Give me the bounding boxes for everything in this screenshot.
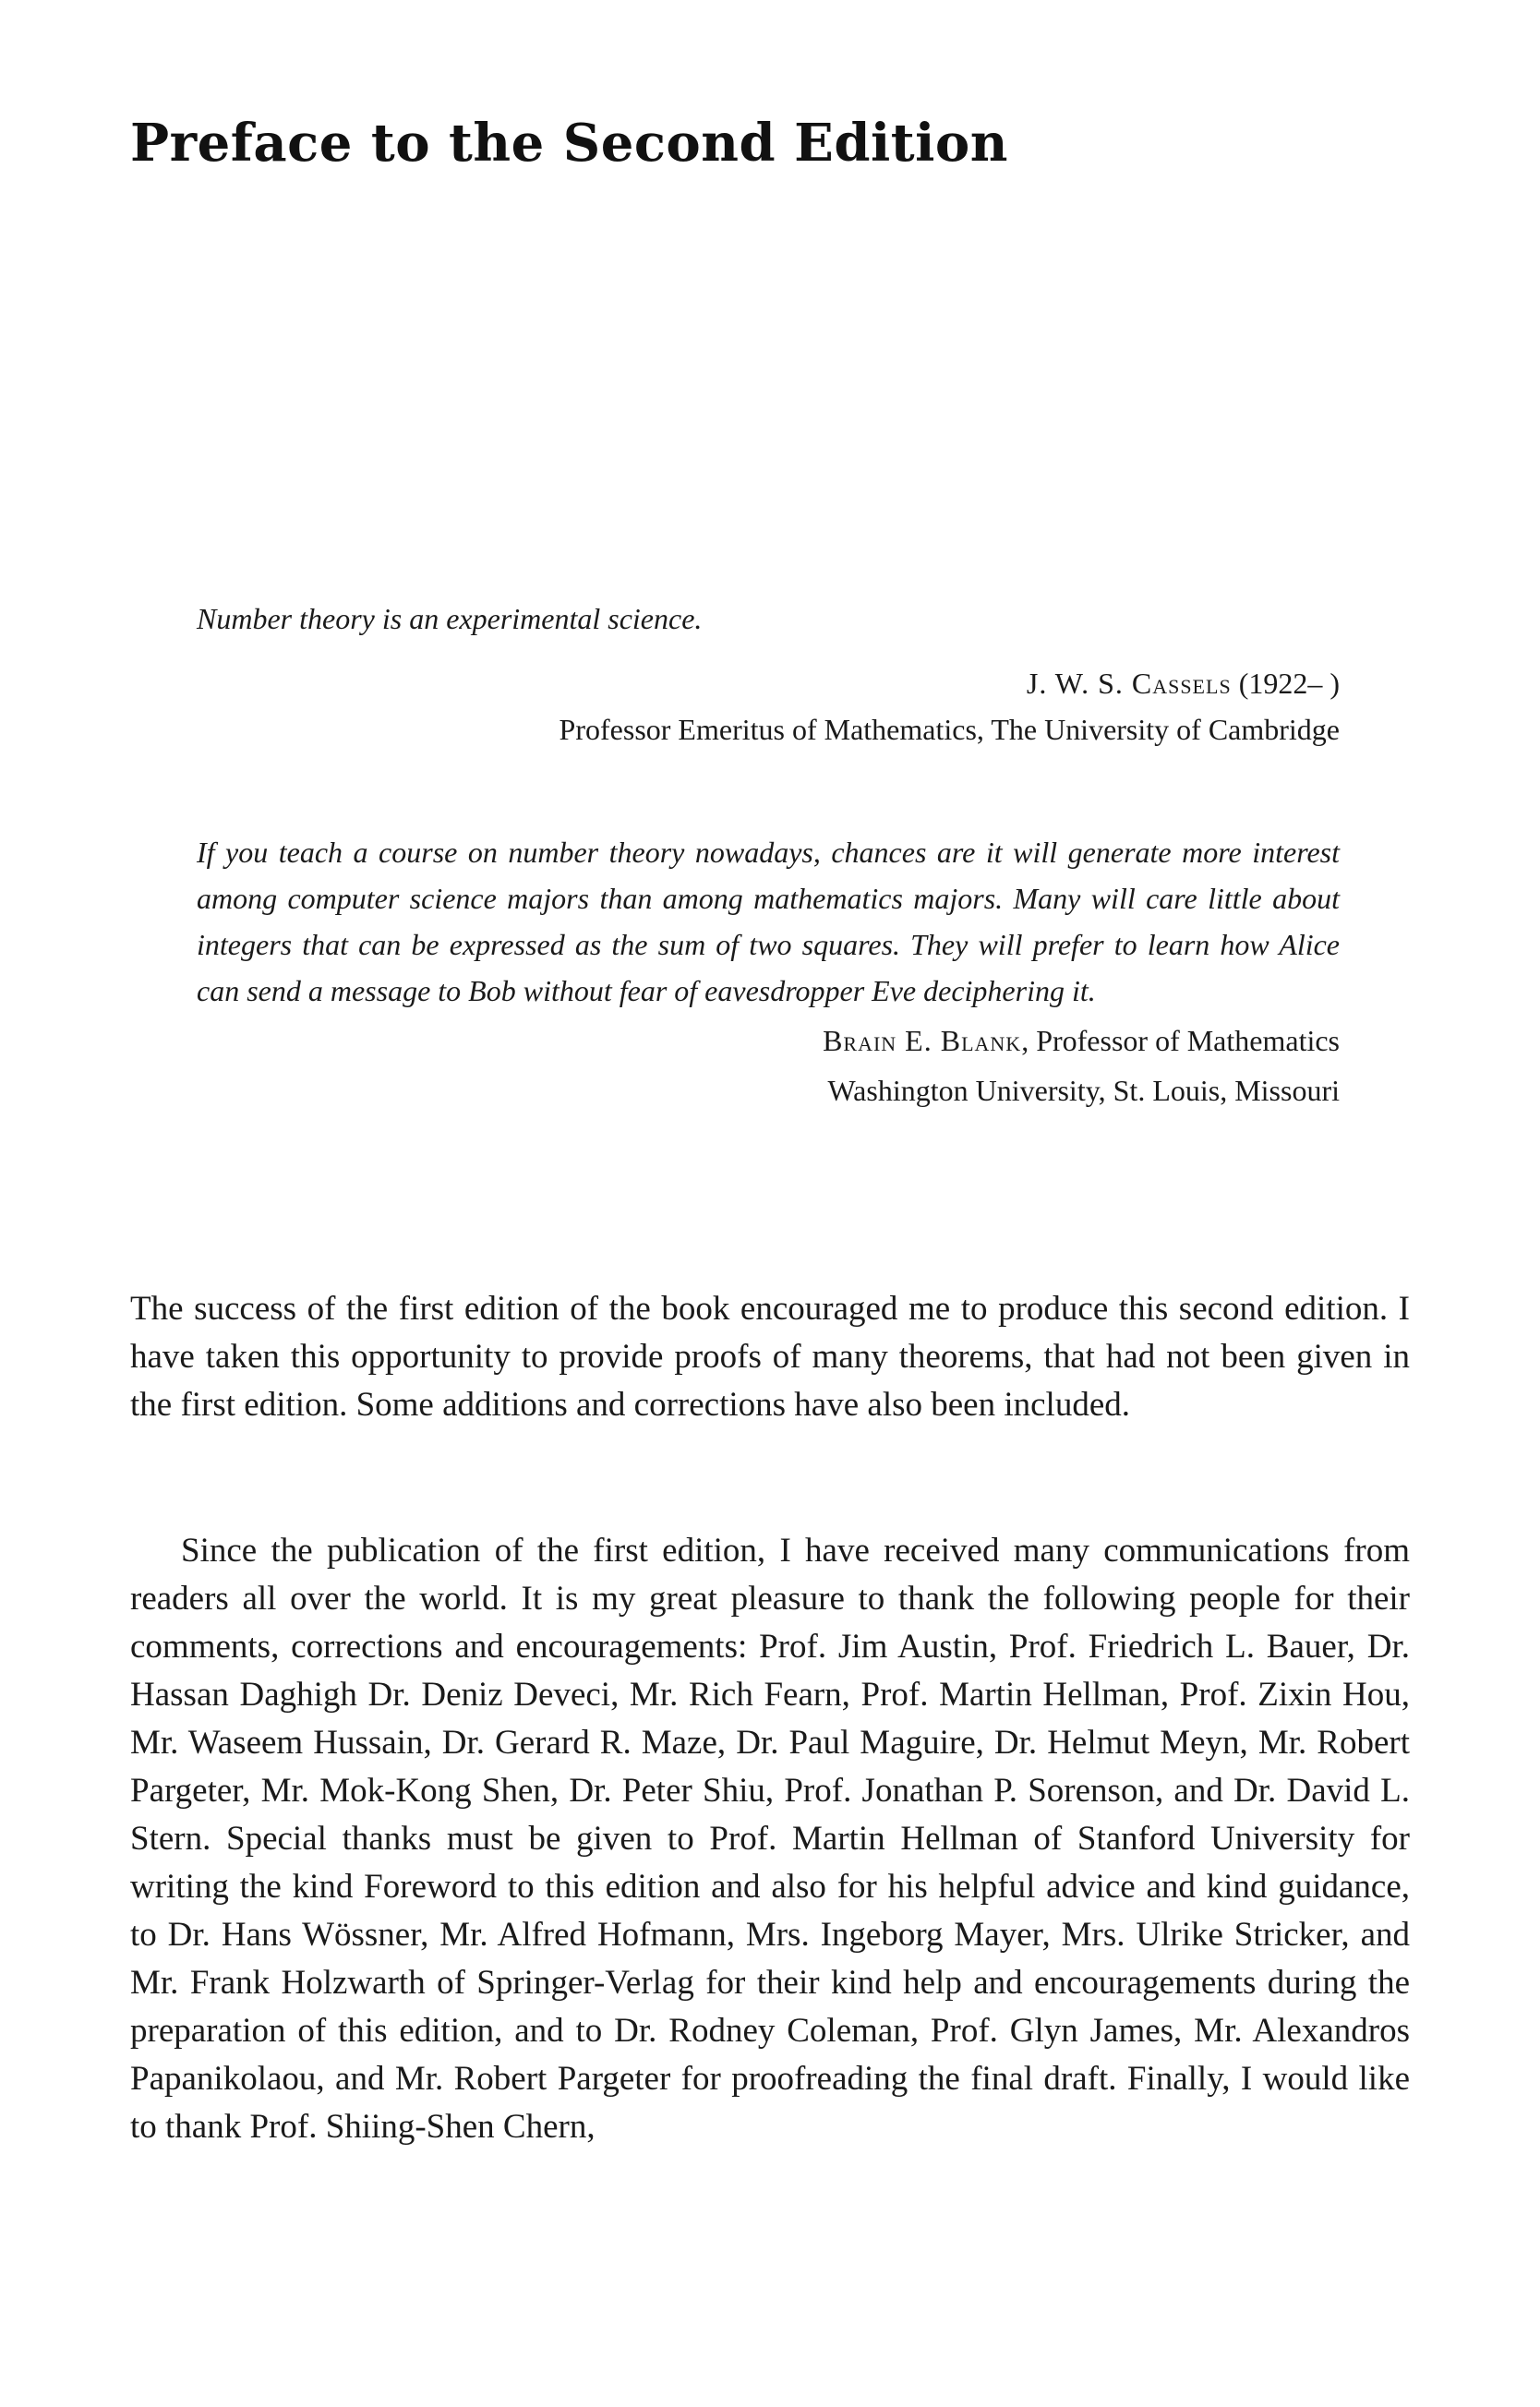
epigraph-blank <box>197 829 1340 1113</box>
epigraph-quote: If you teach a course on number theory nowadays, chances are it will generate more interest among computer science majors than among mathematics majors. Many will care little about integers that can be expressed as the sum of two squares. They will prefer to learn how Alice can send a message to Bob without fear of eavesdropper Eve deciphering it. <box>197 836 1340 1007</box>
epigraph-author: Brain E. Blank <box>823 1024 1022 1057</box>
epigraph-author-dates: (1922– ) <box>1238 667 1340 700</box>
epigraph-author: J. W. S. Cassels <box>1026 667 1232 700</box>
body-paragraph: The success of the first edition of the book encouraged me to produce this second edition. I have taken this opportunity to provide proofs of many theorems, that had not been given in the first edition. Some additions and corrections have also been included. <box>130 1290 1410 1424</box>
epigraph-quote: Number theory is an experimental science. <box>197 602 703 635</box>
page-title: Preface to the Second Edition <box>130 113 1008 174</box>
epigraph-affiliation: Washington University, St. Louis, Missouri <box>827 1074 1340 1107</box>
epigraph-attribution <box>197 660 1340 706</box>
epigraph-cassels <box>197 596 1340 752</box>
epigraph-attribution <box>197 1017 1340 1064</box>
epigraph-affiliation: Professor Emeritus of Mathematics, The University of Cambridge <box>559 713 1340 746</box>
body-paragraph: Since the publication of the first edition, I have received many communications from readers all over the world. It is my great pleasure to thank the following people for their comments, corrections and encouragements: Prof. Jim Austin, Prof. Friedrich L. Bauer, Dr. Hassan Daghigh Dr. Deniz Deveci, Mr. Rich Fearn, Prof. Martin Hellman, Prof. Zixin Hou, Mr. Waseem Hussain, Dr. Gerard R. Maze, Dr. Paul Maguire, Dr. Helmut Meyn, Mr. Robert Pargeter, Mr. Mok-Kong Shen, Dr. Peter Shiu, Prof. Jonathan P. Sorenson, and Dr. David L. Stern. Special thanks must be given to Prof. Martin Hellman of Stanford University for writing the kind Foreword to this edition and also for his helpful advice and kind guidance, to Dr. Hans Wössner, Mr. Alfred Hofmann, Mrs. Ingeborg Mayer, Mrs. Ulrike Stricker, and Mr. Frank Holzwarth of Springer-Verlag for their kind help and encouragements during the preparation of this edition, and to Dr. Rodney Coleman, Prof. Glyn James, Mr. Alexandros Papanikolaou, and Mr. Robert Pargeter for proofreading the final draft. Finally, I would like to thank Prof. Shiing-Shen Chern, <box>130 1532 1410 2146</box>
epigraph-author-suffix: , Professor of Mathematics <box>1021 1024 1340 1057</box>
